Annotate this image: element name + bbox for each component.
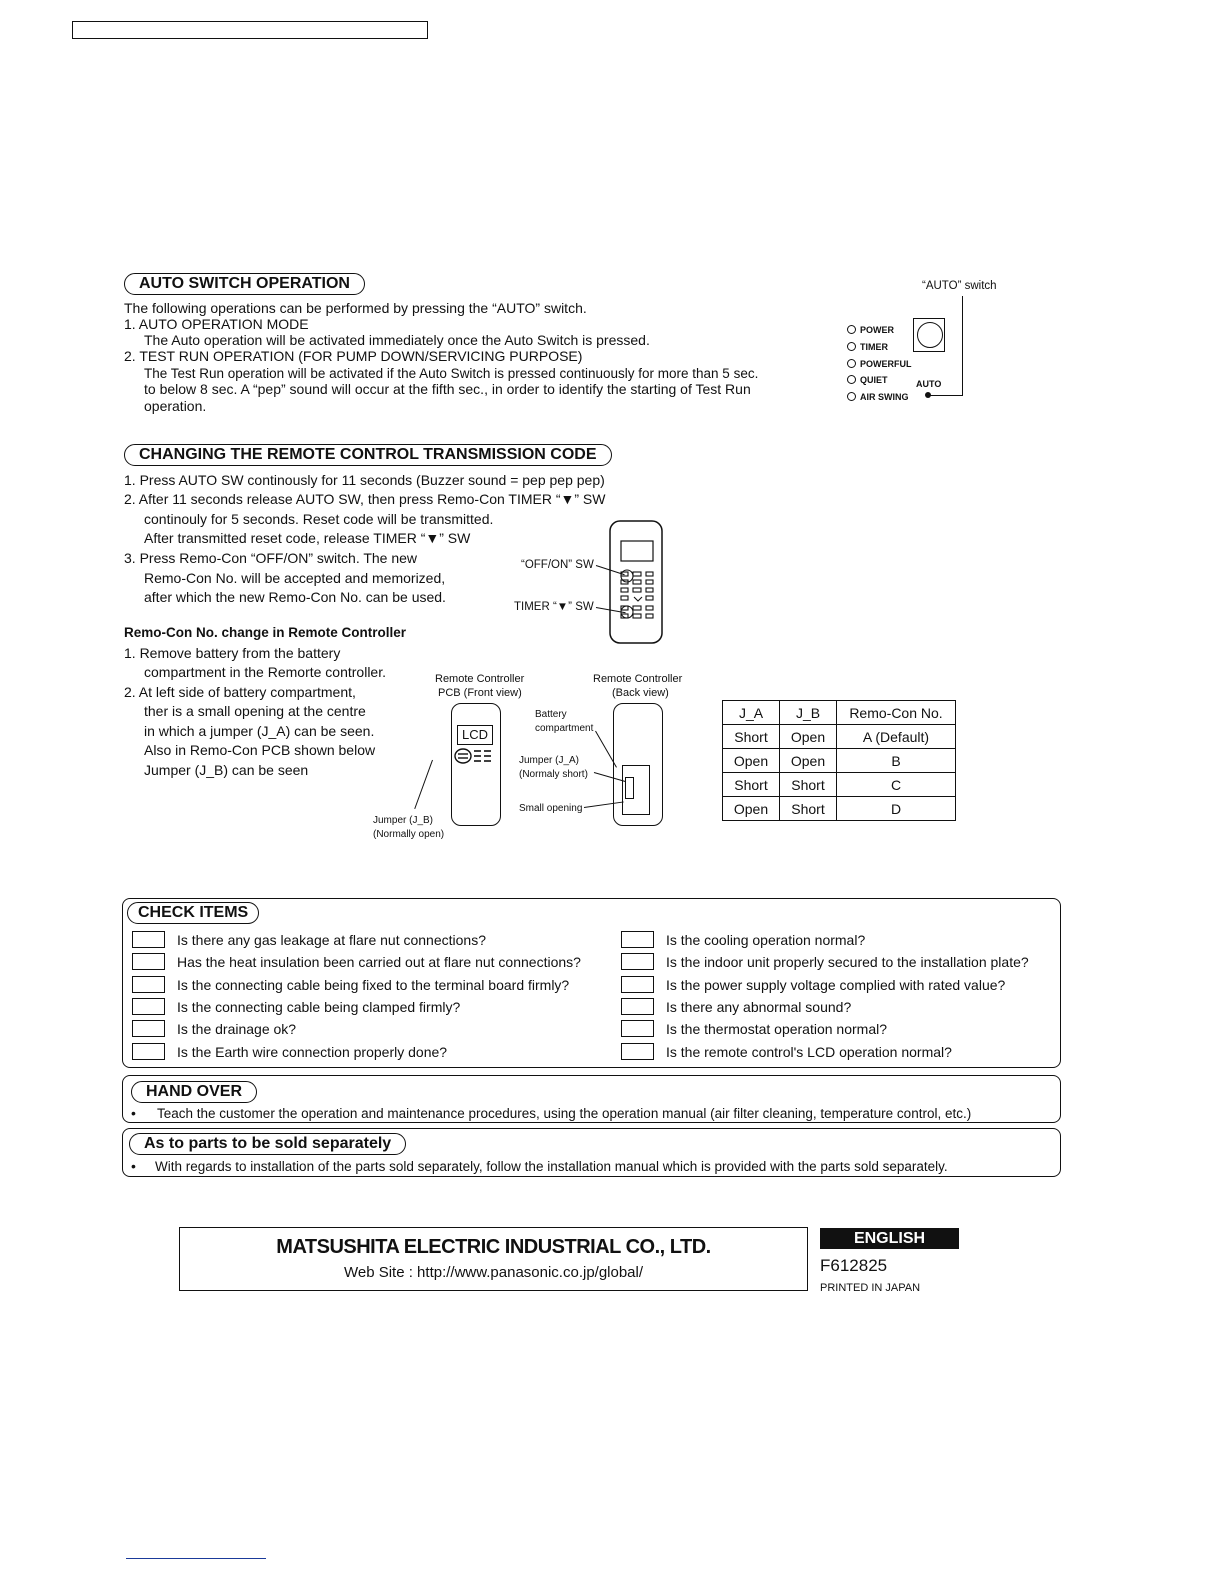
parts-bullet: • — [131, 1158, 136, 1174]
auto-button-circle-icon — [917, 322, 943, 348]
table-cell: Short — [723, 773, 780, 797]
auto-switch-leader-h — [929, 395, 963, 396]
remote-controller-drawing — [590, 518, 668, 646]
auto-item2-line1: The Test Run operation will be activated if the Auto Switch is pressed continuously for more than 5 sec. — [144, 366, 759, 381]
battery-label-2: compartment — [535, 723, 594, 734]
check-item-left-4: Is the connecting cable being clamped firmly? — [177, 999, 461, 1015]
check-box-right-4[interactable] — [621, 998, 654, 1015]
jb-label-2: (Normally open) — [373, 829, 445, 840]
remocon-r1-line1: 1. Remove battery from the battery — [124, 645, 341, 661]
header-box — [72, 21, 428, 39]
table-row — [723, 749, 956, 773]
check-item-left-5: Is the drainage ok? — [177, 1021, 297, 1037]
auto-switch-dot — [925, 392, 931, 398]
printed-in: PRINTED IN JAPAN — [820, 1282, 921, 1294]
check-box-right-3[interactable] — [621, 976, 654, 993]
table-header: Remo-Con No. — [837, 701, 956, 725]
parts-title: As to parts to be sold separately — [129, 1133, 406, 1155]
led-circle-icon — [847, 392, 856, 401]
transmission-step3-line2: Remo-Con No. will be accepted and memorized, — [144, 570, 446, 586]
led-circle-icon — [847, 342, 856, 351]
table-cell: Short — [780, 797, 837, 821]
lcd-box: LCD — [457, 725, 493, 745]
auto-switch-label: “AUTO” switch — [922, 280, 997, 292]
auto-item1-text: The Auto operation will be activated immediately once the Auto Switch is pressed. — [144, 332, 650, 348]
hand-over-bullet: • — [131, 1105, 136, 1121]
auto-item2-line3: operation. — [144, 398, 207, 414]
led-circle-icon — [847, 375, 856, 384]
led-quiet: QUIET — [847, 374, 888, 387]
company-website: Web Site : http://www.panasonic.co.jp/global/ — [343, 1264, 644, 1281]
led-timer: TIMER — [847, 341, 888, 354]
table-cell: Open — [723, 749, 780, 773]
check-box-right-5[interactable] — [621, 1020, 654, 1037]
table-cell: Short — [780, 773, 837, 797]
check-item-right-2: Is the indoor unit properly secured to the installation plate? — [666, 954, 1029, 970]
led-circle-icon — [847, 325, 856, 334]
language-badge: ENGLISH — [820, 1228, 959, 1249]
transmission-step1: 1. Press AUTO SW continously for 11 seconds (Buzzer sound = pep pep pep) — [124, 472, 605, 488]
remocon-r2-line2: ther is a small opening at the centre — [144, 703, 366, 719]
check-item-left-3: Is the connecting cable being fixed to the terminal board firmly? — [177, 977, 570, 993]
transmission-step2-line3: After transmitted reset code, release TIMER “▼” SW — [144, 530, 471, 546]
table-row — [723, 797, 956, 821]
remocon-r2-line5: Jumper (J_B) can be seen — [144, 762, 309, 778]
small-opening-label: Small opening — [519, 803, 583, 814]
ja-label-1: Jumper (J_A) — [519, 755, 580, 766]
transmission-step2-line1: 2. After 11 seconds release AUTO SW, then press Remo-Con TIMER “▼” SW — [124, 491, 606, 507]
table-row — [723, 773, 956, 797]
table-cell: B — [837, 749, 956, 773]
document-code: F612825 — [820, 1256, 888, 1275]
table-header: J_A — [723, 701, 780, 725]
jb-label-1: Jumper (J_B) — [373, 815, 434, 826]
company-box — [179, 1227, 808, 1291]
table-header: J_B — [780, 701, 837, 725]
check-box-left-1[interactable] — [132, 931, 165, 948]
led-air-swing: AIR SWING — [847, 391, 909, 404]
table-cell: C — [837, 773, 956, 797]
check-box-left-4[interactable] — [132, 998, 165, 1015]
table-cell: Open — [780, 725, 837, 749]
battery-label-1: Battery — [535, 709, 567, 720]
auto-switch-intro: The following operations can be performed by pressing the “AUTO” switch. — [124, 300, 587, 316]
remocon-r1-line2: compartment in the Remorte controller. — [144, 664, 386, 680]
led-power: POWER — [847, 324, 894, 337]
remocon-r2-line3: in which a jumper (J_A) can be seen. — [144, 723, 375, 739]
transmission-step2-line2: continouly for 5 seconds. Reset code will be transmitted. — [144, 511, 494, 527]
transmission-step3-line1: 3. Press Remo-Con “OFF/ON” switch. The new — [124, 550, 418, 566]
ja-label-2: (Normaly short) — [519, 769, 588, 780]
check-box-right-1[interactable] — [621, 931, 654, 948]
transmission-step3-line3: after which the new Remo-Con No. can be used. — [144, 589, 446, 605]
check-item-right-4: Is there any abnormal sound? — [666, 999, 852, 1015]
hand-over-title: HAND OVER — [131, 1081, 257, 1103]
jumper-ja-box — [625, 777, 634, 799]
front-view-label-2: PCB (Front view) — [438, 687, 522, 699]
auto-switch-button — [913, 318, 945, 352]
check-item-left-2: Has the heat insulation been carried out at flare nut connections? — [177, 954, 581, 970]
jb-leader — [414, 760, 433, 809]
table-row — [723, 725, 956, 749]
company-name: MATSUSHITA ELECTRIC INDUSTRIAL CO., LTD. — [276, 1236, 711, 1258]
check-box-left-5[interactable] — [132, 1020, 165, 1037]
check-box-left-6[interactable] — [132, 1043, 165, 1060]
auto-switch-title: AUTO SWITCH OPERATION — [124, 273, 365, 295]
table-cell: D — [837, 797, 956, 821]
jumper-jb-drawing — [453, 746, 497, 766]
check-item-right-3: Is the power supply voltage complied with rated value? — [666, 977, 1006, 993]
back-view-label-2: (Back view) — [612, 687, 669, 699]
front-view-label-1: Remote Controller — [435, 673, 525, 685]
table-header-row — [723, 701, 956, 725]
remocon-r2-line1: 2. At left side of battery compartment, — [124, 684, 356, 700]
remocon-code-table — [722, 700, 956, 821]
bottom-rule — [126, 1558, 266, 1559]
check-box-right-2[interactable] — [621, 953, 654, 970]
table-cell: Short — [723, 725, 780, 749]
table-cell: Open — [723, 797, 780, 821]
led-powerful: POWERFUL — [847, 358, 912, 371]
table-cell: A (Default) — [837, 725, 956, 749]
auto-item2-title: 2. TEST RUN OPERATION (FOR PUMP DOWN/SERVICING PURPOSE) — [124, 348, 583, 364]
remocon-r2-line4: Also in Remo-Con PCB shown below — [144, 742, 376, 758]
transmission-title: CHANGING THE REMOTE CONTROL TRANSMISSION CODE — [124, 444, 612, 466]
back-view-label-1: Remote Controller — [593, 673, 683, 685]
check-item-left-1: Is there any gas leakage at flare nut connections? — [177, 932, 486, 948]
check-item-right-6: Is the remote control's LCD operation normal? — [666, 1044, 952, 1060]
auto-label: AUTO — [916, 379, 942, 389]
auto-item2-line2: to below 8 sec. A “pep” sound will occur at the fifth sec., in order to identify the starting of Test Run — [144, 381, 751, 397]
parts-text: With regards to installation of the parts sold separately, follow the installation manual which is provided with the parts sold separately. — [155, 1159, 948, 1174]
check-item-right-5: Is the thermostat operation normal? — [666, 1021, 888, 1037]
check-item-left-6: Is the Earth wire connection properly done? — [177, 1044, 448, 1060]
remocon-title: Remo-Con No. change in Remote Controller — [124, 625, 407, 640]
auto-item1-title: 1. AUTO OPERATION MODE — [124, 316, 309, 332]
check-box-left-3[interactable] — [132, 976, 165, 993]
offon-sw-label: “OFF/ON” SW — [521, 559, 594, 571]
check-box-right-6[interactable] — [621, 1043, 654, 1060]
hand-over-text: Teach the customer the operation and maintenance procedures, using the operation manual (air filter cleaning, temperature control, etc.) — [157, 1106, 972, 1121]
check-box-left-2[interactable] — [132, 953, 165, 970]
timer-sw-label: TIMER “▼” SW — [514, 601, 594, 613]
table-cell: Open — [780, 749, 837, 773]
led-circle-icon — [847, 359, 856, 368]
auto-switch-leader — [962, 296, 963, 396]
check-item-right-1: Is the cooling operation normal? — [666, 932, 866, 948]
check-items-title: CHECK ITEMS — [127, 902, 259, 924]
